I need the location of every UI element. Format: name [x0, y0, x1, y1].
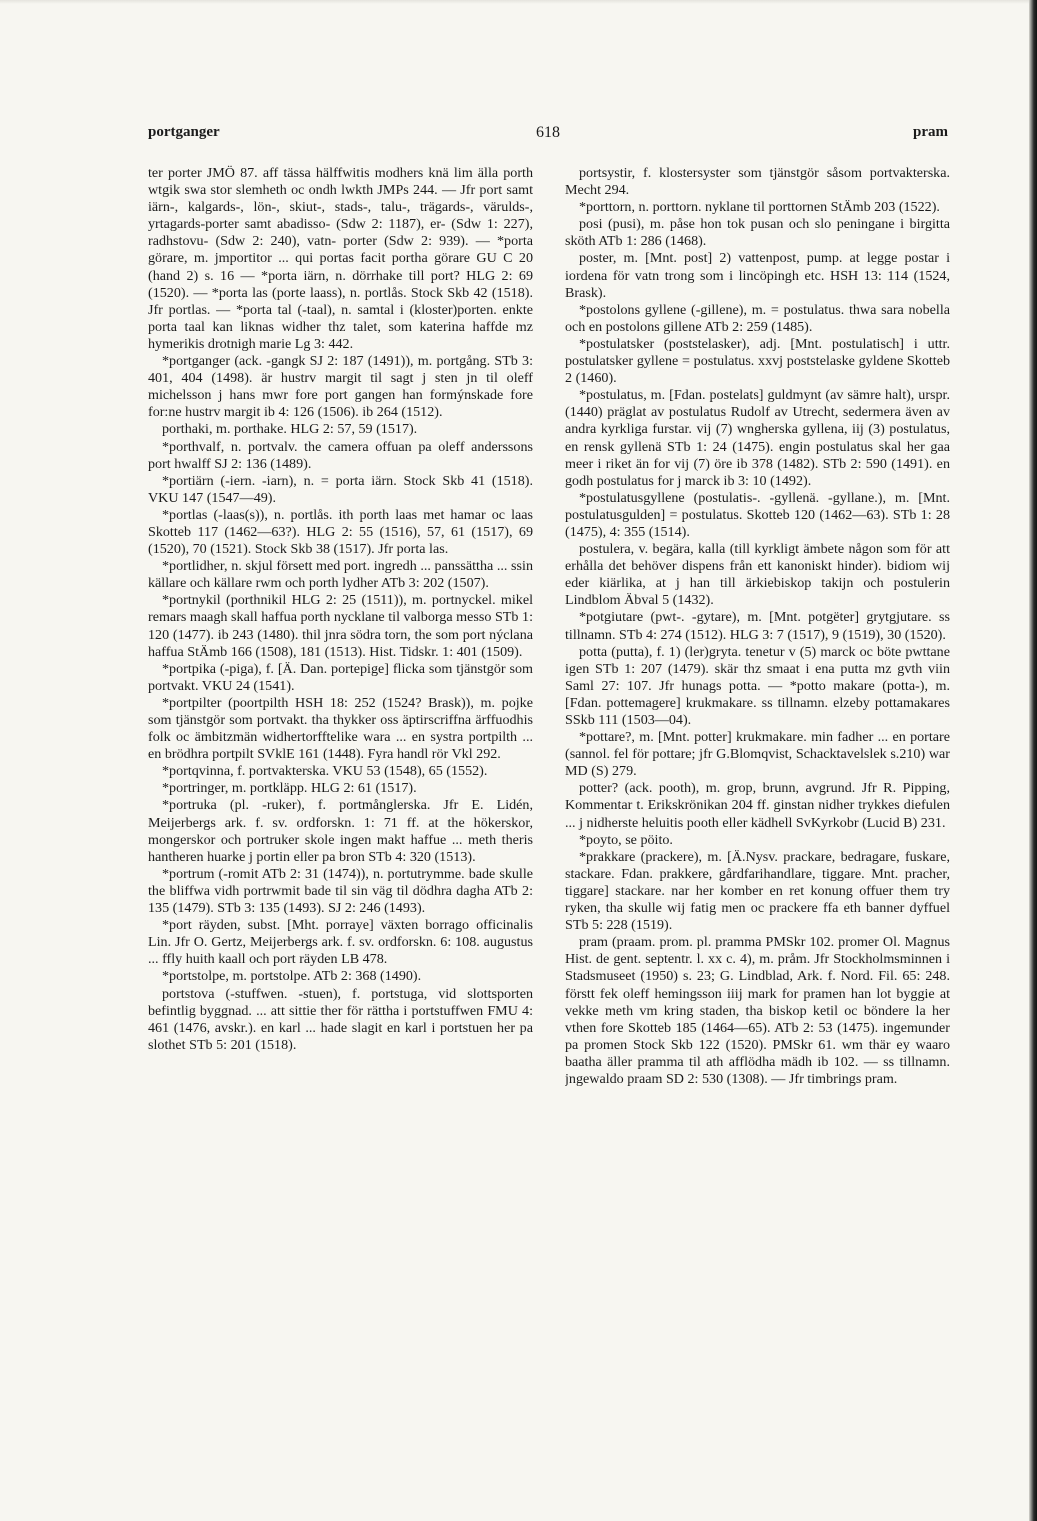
dictionary-entry: *portpilter (poortpilth HSH 18: 252 (1524? Brask)), m. pojke som tjänstgör som portvakt. tha thykker oss äptirscriffna ärffuodhis folk oc ämbitzmän widhertorfftelike wara ... en systra portpilth ... en brödhra portpilt SVklE 161 (1448). Fyra handl rör Vkl 292.: [148, 694, 533, 763]
dictionary-entry: *portlas (-laas(s)), n. portlås. ith porth laas met hamar oc laas Skotteb 117 (1462—63?). HLG 2: 55 (1516), 57, 61 (1517), 69 (1520), 70 (1521). Stock Skb 38 (1517). Jfr porta las.: [148, 506, 533, 558]
dictionary-entry: *prakkare (prackere), m. [Ä.Nysv. prackare, bedragare, fuskare, stackare. Fdan. prakkere, gårdfarihandlare, tiggare. Mnt. pracher, tiggare] stackare. nar her komber en ret konung offuer them try ryken, tha skulle wij fatig men oc prackere ffa eth banner dyffuel STb 5: 228 (1519).: [565, 848, 950, 934]
scan-top-edge: [0, 0, 1037, 4]
dictionary-entry: posi (pusi), m. påse hon tok pusan och slo peningane i birgitta sköth ATb 1: 286 (1468).: [565, 216, 950, 250]
dictionary-entry: potter? (ack. pooth), m. grop, brunn, avgrund. Jfr R. Pipping, Kommentar t. Erikskrönikan 204 ff. ginstan nidher trykkes diefulen ... j nidherste heluitis pooth eller kädhell SvKyrkobr (Lucid B) 231.: [565, 780, 950, 831]
dictionary-entry: *portqvinna, f. portvakterska. VKU 53 (1548), 65 (1552).: [162, 763, 488, 780]
dictionary-entry: potta (putta), f. 1) (ler)gryta. tenetur v (5) marck oc böte pwttane igen STb 1: 207 (1479). skär thz smaat i ena putta mz gvth viin Saml 27: 107. Jfr hunags potta. — *potto makare (potta-), m. [Fdan. pottemagere] krukmakare. ss tillnamn. elzeby pottamakares SSkb 111 (1503—04).: [565, 643, 950, 728]
dictionary-entry: ter porter JMÖ 87. aff tässa hälffwitis modhers knä lim älla porth wtgik swa stor slemheth oc ondh lwkth JMPs 244. — Jfr port samt iärn-, kalgards-, lön-, skiut-, stads-, talu-, trägards-, värulds-, yrtagards-porter samt abadisso- (Sdw 2: 1187), er- (Sdw 1: 227), radhstovu- (Sdw 2: 240), vatn- porter (Sdw 2: 939). — *porta görare, m. jmportitor ... qui portas facit portha görare GU C 20 (hand 2) s. 16 — *porta iärn, n. dörrhake till port? HLG 2: 69 (1520). — *porta las (porte laass), n. portlås. Stock Skb 42 (1518). Jfr portlas. — *porta tal (-taal), n. samtal i (kloster)porten. enkte porta taal kan liknas widher thz talet, som katerina haffde mz hymerikis drotnigh marie Lg 3: 442.: [148, 165, 533, 352]
dictionary-entry: *portstolpe, m. portstolpe. ATb 2: 368 (1490).: [162, 968, 422, 985]
dictionary-entry: *postulatusgyllene (postulatis-. -gyllenä. -gyllane.), m. [Mnt. postulatusgulden] = postulatus. Skotteb 120 (1462—63). STb 1: 28 (1475), 4: 355 (1514).: [565, 489, 950, 540]
dictionary-entry: portstova (-stuffwen. -stuen), f. portstuga, vid slottsporten befintlig byggnad. ... att sittie ther för rättha i portstuffwen FMU 4: 461 (1476, avskr.). en karl ... hade slagit en karl i portstuen her pa slothet STb 5: 201 (1518).: [148, 985, 533, 1053]
dictionary-entry: porthaki, m. porthake. HLG 2: 57, 59 (1517).: [162, 421, 418, 438]
dictionary-entry: *postulatus, m. [Fdan. postelats] guldmynt (av sämre halt), urspr. (1440) präglat av postulatus Rudolf av Utrecht, sedermera även av andra kyrkliga furstar. vij (7) wngherska gyllena, iij (3) postulatus, en rensk gyllenä STb 1: 24 (1475). engin postulatus skal her gaa meer i riket än for vij (7) öre ib 378 (1482). STb 2: 590 (1491). en godh postulatus for j marck ib 3: 10 (1492).: [565, 387, 950, 489]
dictionary-entry: poster, m. [Mnt. post] 2) vattenpost, pump. at legge postar i iordena för vatn trong som i lincöpingh etc. HSH 13: 114 (1524, Brask).: [565, 250, 950, 301]
page-number: 618: [536, 124, 560, 141]
dictionary-entry: *porthvalf, n. portvalv. the camera offuan pa oleff anderssons port hwalff SJ 2: 136 (1489).: [148, 438, 533, 472]
right-column: [565, 165, 950, 1365]
dictionary-entry: *portiärn (-iern. -iarn), n. = porta iärn. Stock Skb 41 (1518). VKU 147 (1547—49).: [148, 472, 533, 506]
page-header: [148, 124, 948, 150]
left-column: [148, 165, 533, 1365]
dictionary-entry: *portpika (-piga), f. [Ä. Dan. portepige] flicka som tjänstgör som portvakt. VKU 24 (1541).: [148, 660, 533, 694]
dictionary-entry: *postulatsker (poststelasker), adj. [Mnt. postulatisch] i uttr. postulatsker gyllene = postulatus. xxvj poststelaske gyldene Skotteb 2 (1460).: [565, 335, 950, 387]
dictionary-entry: *potgiutare (pwt-. -gytare), m. [Mnt. potgëter] grytgjutare. ss tillnamn. STb 4: 274 (1512). HLG 3: 7 (1517), 9 (1519), 30 (1520).: [565, 609, 950, 643]
dictionary-entry: *portganger (ack. -gangk SJ 2: 187 (1491)), m. portgång. STb 3: 401, 404 (1498). är hustrv margit til sagt j sten jn til oleff michelsson j hans mwr fore port gangen han formýnskade fore for:ne hustrv margit ib 4: 126 (1506). ib 264 (1512).: [148, 353, 533, 421]
dictionary-entry: *portringer, m. portkläpp. HLG 2: 61 (1517).: [162, 780, 417, 797]
header-right-guideword: pram: [913, 124, 948, 140]
dictionary-entry: postulera, v. begära, kalla (till kyrkligt ämbete någon som för att erhålla det behöver dispens från ett kanoniskt hinder). bidiom wij eder kiärlika, at j han till ärkiebiskop takijn och postulerin Lindblom Äbval 5 (1432).: [565, 541, 950, 609]
dictionary-entry: pram (praam. prom. pl. pramma PMSkr 102. promer Ol. Magnus Hist. de gent. septentr. l. xx c. 4), m. pråm. Jfr Stockholmsminnen i Stadsmuseet (1950) s. 23; G. Lindblad, Ark. f. Nord. Fil. 65: 248. förstt fek oleff hemingsson iiij mark for pramen han lot byggie at vekke meth vm kring staden, tha biskop ketil oc böndere la her vthen fore Skotteb 185 (1464—65). ATb 2: 53 (1475). ingemunder pa promen Stock Skb 122 (1520). PMSkr 61. wm thär ey waaro baatha äller pramma til ath afflödha mädh ib 102. — ss tillnamn. jngewaldo praam SD 2: 530 (1308). — Jfr timbrings pram.: [565, 934, 950, 1087]
dictionary-entry: *portrum (-romit ATb 2: 31 (1474)), n. portutrymme. bade skulle the bliffwa vidh portrwmit bade til sin väg til dödhra dagha ATb 2: 135 (1479). STb 3: 135 (1493). SJ 2: 246 (1493).: [148, 865, 533, 917]
scan-binding-edge: [1029, 0, 1037, 1521]
dictionary-entry: *port räyden, subst. [Mht. porraye] växten borrago officinalis Lin. Jfr O. Gertz, Meijerbergs ark. f. sv. ordforskn. 6: 108. augustus ... ffly huith kaall och port räyden LB 478.: [148, 917, 533, 968]
dictionary-entry: *pottare?, m. [Mnt. potter] krukmakare. min fadher ... en portare (sannol. fel för pottare; jfr G.Blomqvist, Schacktavelslek s.210) war MD (S) 279.: [565, 729, 950, 780]
dictionary-entry: *portruka (pl. -ruker), f. portmånglerska. Jfr E. Lidén, Meijerbergs ark. f. sv. ordforskn. 1: 71 ff. at the hökerskor, mongerskor och portruker skole ingen makt haffue ... meth theris hantheren huarke j portin eller pa bron STb 4: 320 (1513).: [148, 797, 533, 865]
dictionary-entry: *poyto, se pöito.: [579, 831, 673, 848]
dictionary-entry: *portlidher, n. skjul försett med port. ingredh ... panssättha ... ssin källare och källare rwm och porth lydher ATb 3: 202 (1507).: [148, 558, 533, 592]
dictionary-entry: *portnykil (porthnikil HLG 2: 25 (1511)), m. portnyckel. mikel remars maagh skall haffua porth nycklane til valborga messo STb 1: 120 (1477). ib 243 (1480). thil jnra södra torn, the som port nýclana haffua StÄmb 166 (1508), 181 (1513). Hist. Tidskr. 1: 401 (1509).: [148, 592, 533, 660]
dictionary-entry: portsystir, f. klostersyster som tjänstgör såsom portvakterska. Mecht 294.: [565, 165, 950, 199]
header-left-guideword: portganger: [148, 124, 220, 140]
dictionary-entry: *postolons gyllene (-gillene), m. = postulatus. thwa sara nobella och en postolons gillene ATb 2: 259 (1485).: [565, 301, 950, 335]
dictionary-entry: *porttorn, n. porttorn. nyklane til porttornen StÄmb 203 (1522).: [579, 199, 940, 216]
